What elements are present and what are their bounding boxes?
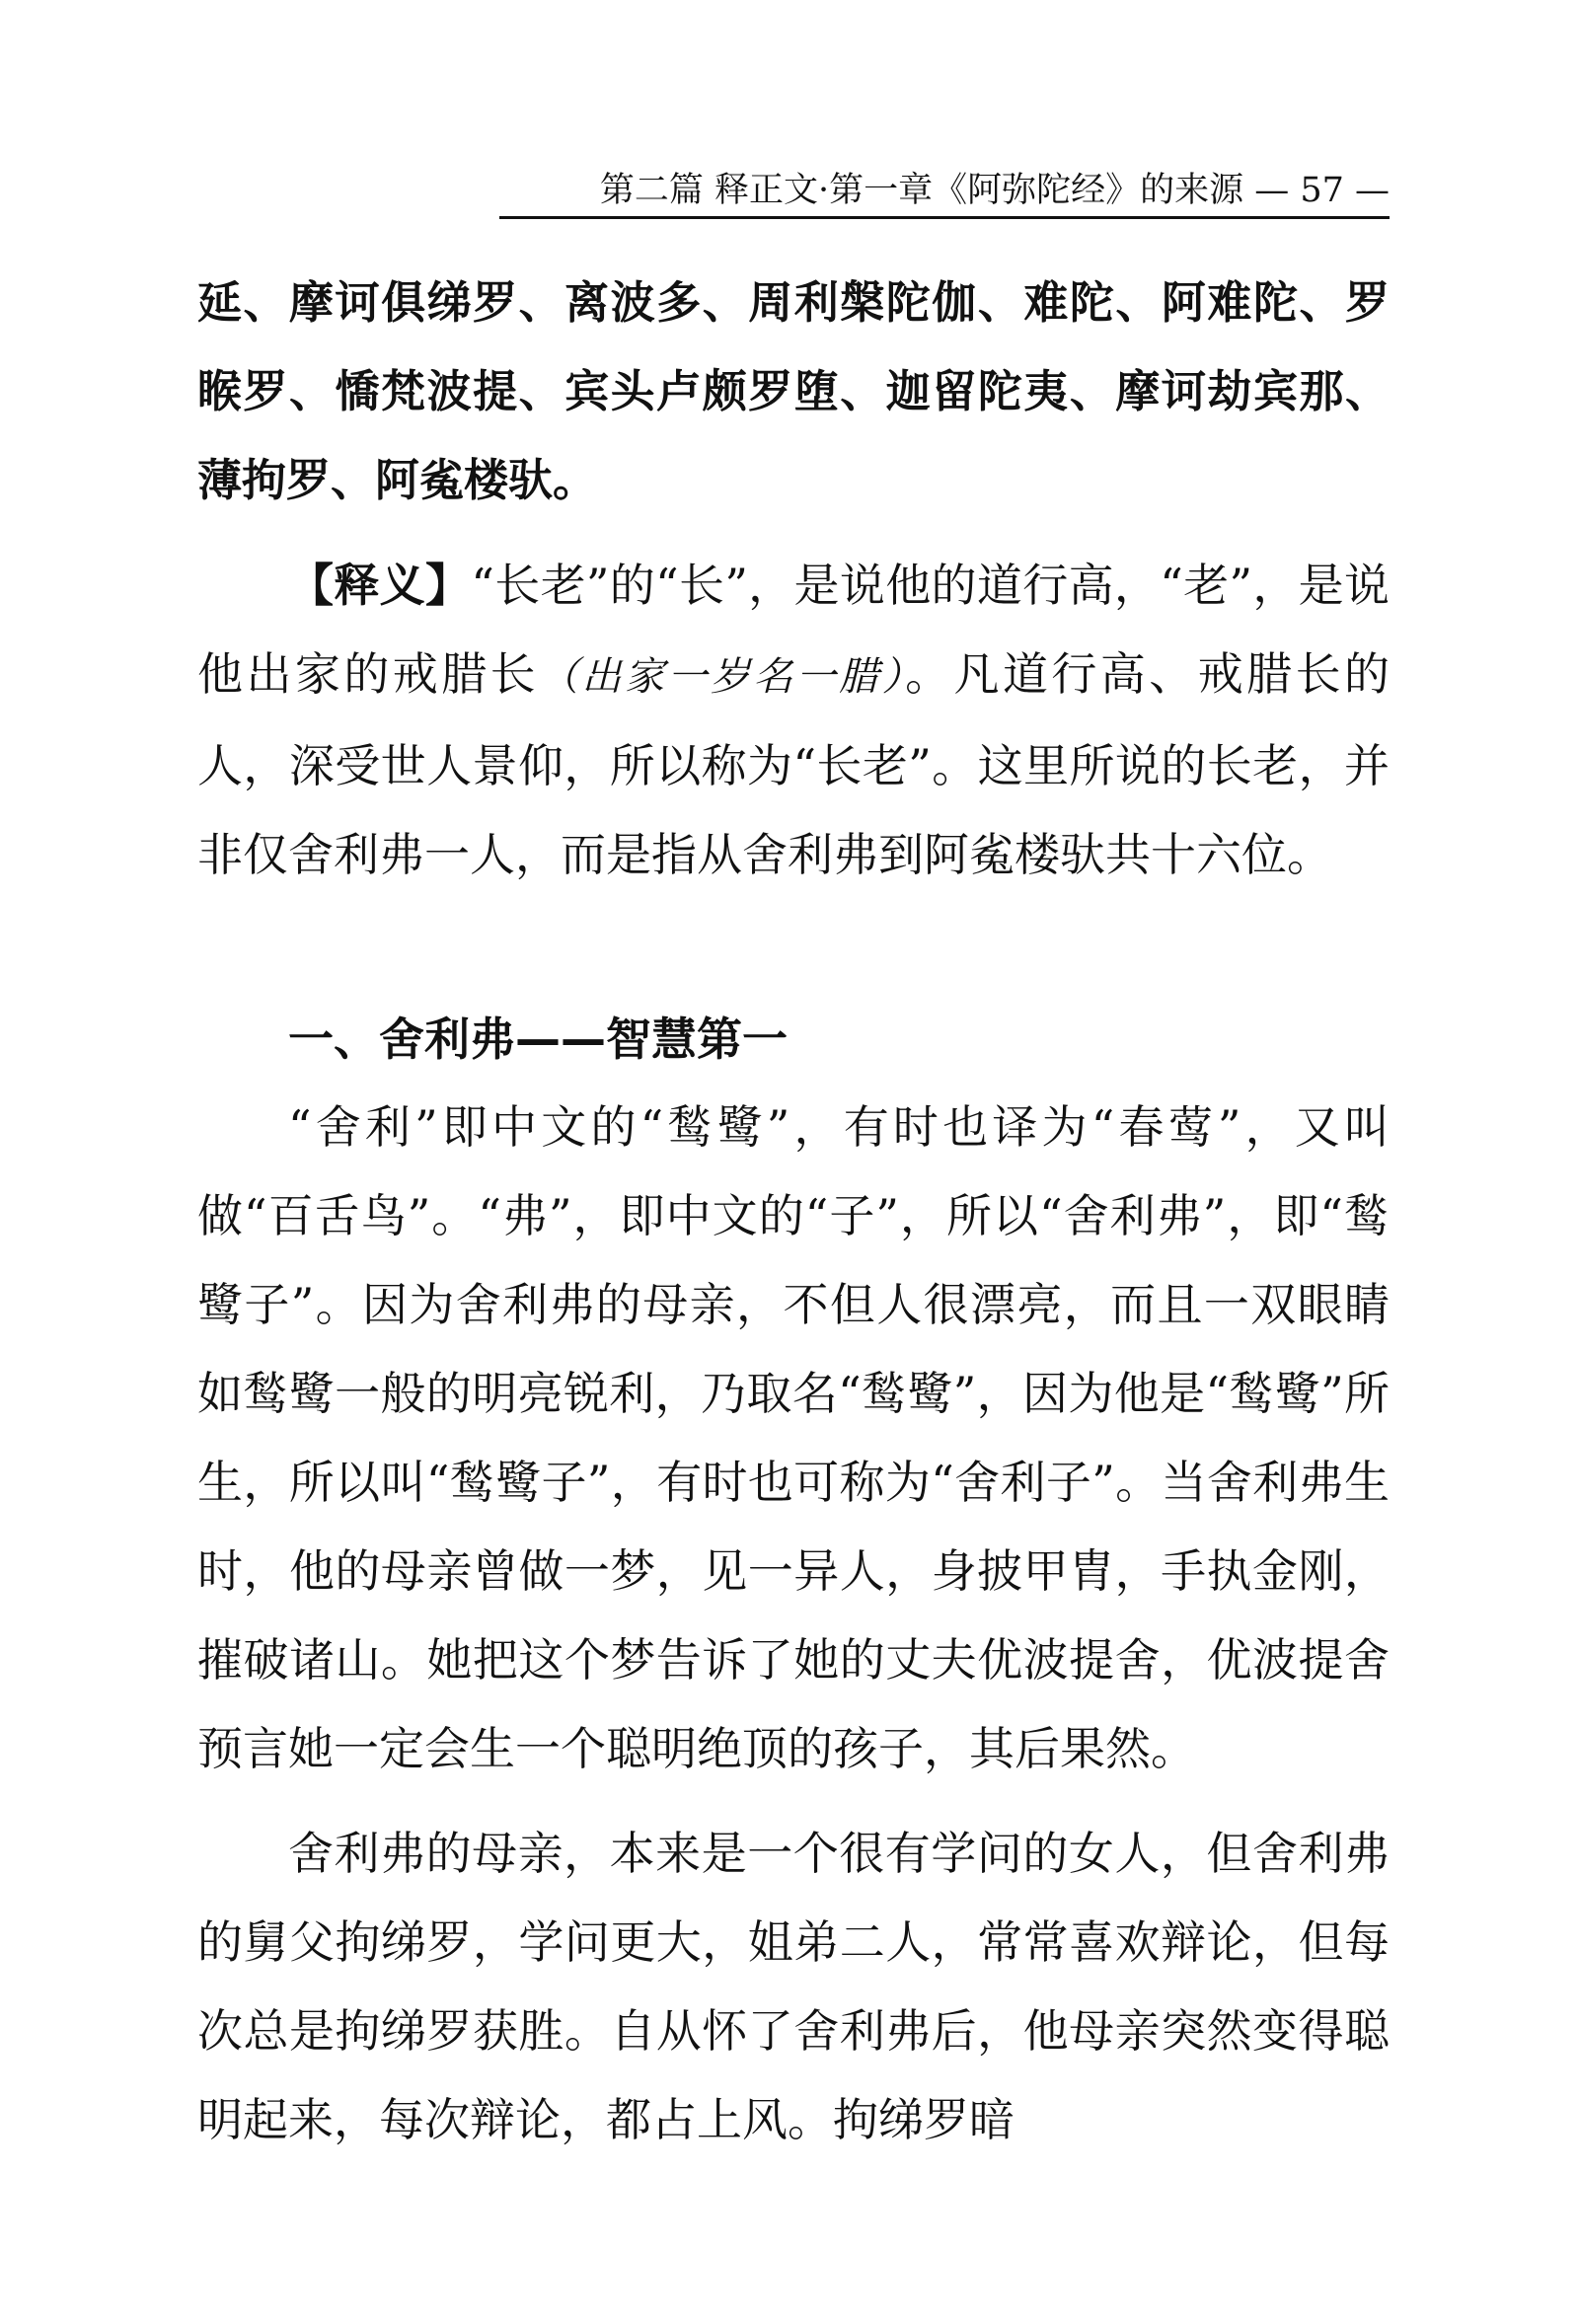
- explanation-paragraph: [197, 541, 1390, 899]
- section-paragraph-2: 舍利弗的母亲，本来是一个很有学问的女人，但舍利弗的舅父拘绨罗，学问更大，姐弟二人，常常喜欢辩论，但每次总是拘绨罗获胜。自从怀了舍利弗后，他母亲突然变得聪明起来，每次辩论，都占上风。拘绨罗暗: [197, 1827, 1390, 2146]
- section-paragraph-1: “舍利”即中文的“鹙鹭”，有时也译为“春莺”，又叫做“百舌鸟”。“弗”，即中文的“子”，所以“舍利弗”，即“鹙鹭子”。因为舍利弗的母亲，不但人很漂亮，而且一双眼睛如鹙鹭一般的明亮锐利，乃取名“鹙鹭”，因为他是“鹙鹭”所生，所以叫“鹙鹭子”，有时也可称为“舍利子”。当舍利弗生时，他的母亲曾做一梦，见一异人，身披甲胄，手执金刚，摧破诸山。她把这个梦告诉了她的丈夫优波提舍，优波提舍预言她一定会生一个聪明绝顶的孩子，其后果然。: [197, 1100, 1390, 1775]
- page-body: [197, 259, 1390, 2164]
- header-rule: [499, 216, 1390, 219]
- explanation-text-2: 。凡道行高、戒腊长的人，深受世人景仰，所以称为“长老”。这里所说的长老，并非仅舍利弗一人，而是指从舍利弗到阿㝹楼驮共十六位。: [197, 647, 1391, 881]
- section-heading: 一、舍利弗——智慧第一: [288, 1012, 788, 1066]
- explanation-text-1: “长老”的“长”，是说他的道行高，“老”，是说他出家的戒腊长: [197, 559, 1390, 701]
- explanation-label: 【释义】: [288, 559, 472, 612]
- sutra-text-paragraph: 延、摩诃俱绨罗、离波多、周利槃陀伽、难陀、阿难陀、罗睺罗、憍梵波提、宾头卢颇罗堕、迦留陀夷、摩诃劫宾那、薄拘罗、阿㝹楼驮。: [197, 276, 1390, 506]
- running-header: 第二篇 释正文·第一章《阿弥陀经》的来源 — 57 —: [599, 171, 1390, 210]
- explanation-note: （出家一岁名一腊）: [539, 654, 906, 700]
